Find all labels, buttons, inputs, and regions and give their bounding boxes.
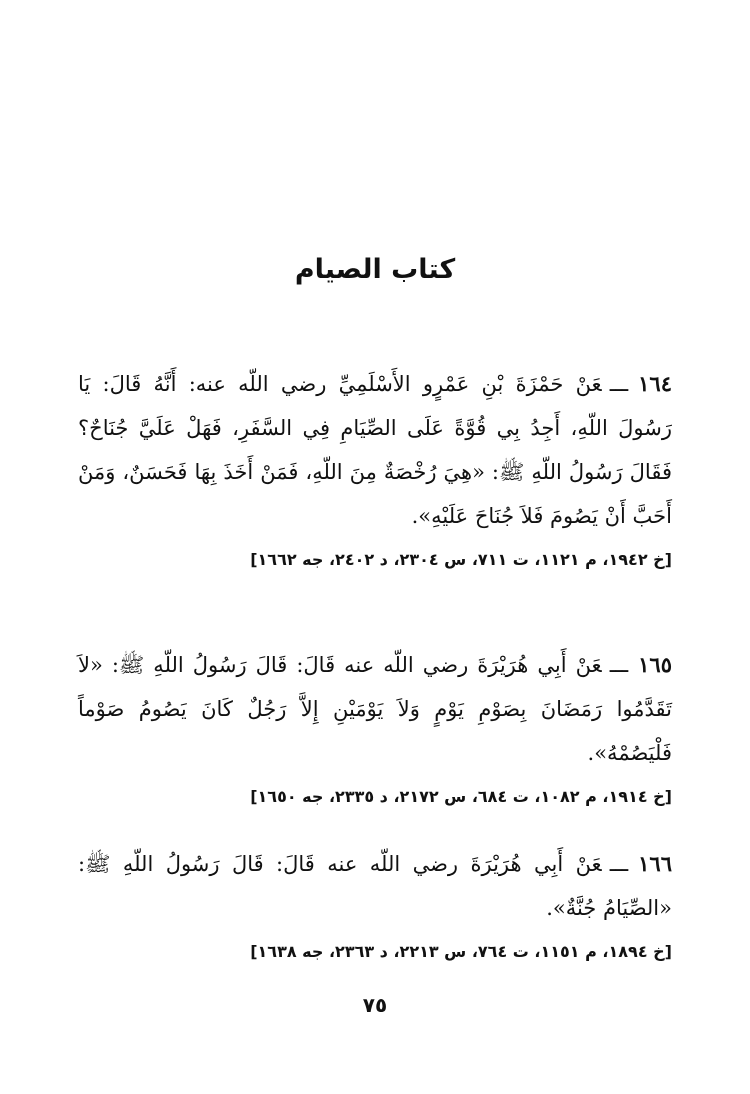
hadith-body xyxy=(78,643,672,775)
hadith-165 xyxy=(78,643,672,811)
chapter-title: كتاب الصيام xyxy=(294,254,456,285)
hadith-dash: ـــ xyxy=(609,852,629,876)
hadith-166 xyxy=(78,842,672,966)
hadith-number: ١٦٦ xyxy=(638,851,672,876)
hadith-body xyxy=(78,362,672,538)
hadith-dash: ـــ xyxy=(609,653,629,677)
hadith-reference: [خ ١٩١٤، م ١٠٨٢، ت ٦٨٤، س ٢١٧٢، د ٢٣٣٥، جه ١٦٥٠] xyxy=(250,787,672,806)
hadith-reference: [خ ١٩٤٢، م ١١٢١، ت ٧١١، س ٢٣٠٤، د ٢٤٠٢، جه ١٦٦٢] xyxy=(250,550,672,569)
hadith-dash: ـــ xyxy=(609,372,629,396)
hadith-164 xyxy=(78,362,672,574)
hadith-text: عَنْ حَمْزَةَ بْنِ عَمْرٍو الأَسْلَمِيِّ رضي اللّه عنه: أَنَّهُ قَالَ: يَا رَسُولَ اللّهِ، أَجِدُ بِي قُوَّةً عَلَى الصِّيَامِ فِي السَّفَرِ، فَهَلْ عَلَيَّ جُنَاحٌ؟ فَقَالَ رَسُولُ اللّهِ ﷺ: «هِيَ رُخْصَةٌ مِنَ اللّهِ، فَمَنْ أَخَذَ بِهَا فَحَسَنٌ، وَمَنْ أَحَبَّ أَنْ يَصُومَ فَلاَ جُنَاحَ عَلَيْهِ». xyxy=(78,372,672,528)
hadith-number: ١٦٤ xyxy=(638,371,672,396)
hadith-text: عَنْ أَبِي هُرَيْرَةَ رضي اللّه عنه قَالَ: قَالَ رَسُولُ اللّهِ ﷺ: «الصِّيَامُ جُنَّةٌ». xyxy=(78,852,672,920)
hadith-text: عَنْ أَبِي هُرَيْرَةَ رضي اللّه عنه قَالَ: قَالَ رَسُولُ اللّهِ ﷺ: «لاَ تَقَدَّمُوا رَمَضَانَ بِصَوْمِ يَوْمٍ وَلاَ يَوْمَيْنِ إِلاَّ رَجُلٌ كَانَ يَصُومُ صَوْماً فَلْيَصُمْهُ». xyxy=(78,653,672,765)
hadith-number: ١٦٥ xyxy=(638,652,672,677)
hadith-reference: [خ ١٨٩٤، م ١١٥١، ت ٧٦٤، س ٢٢١٣، د ٢٣٦٣، جه ١٦٣٨] xyxy=(250,942,672,961)
book-page xyxy=(78,0,672,1094)
page-number: ٧٥ xyxy=(362,993,388,1017)
hadith-body xyxy=(78,842,672,930)
